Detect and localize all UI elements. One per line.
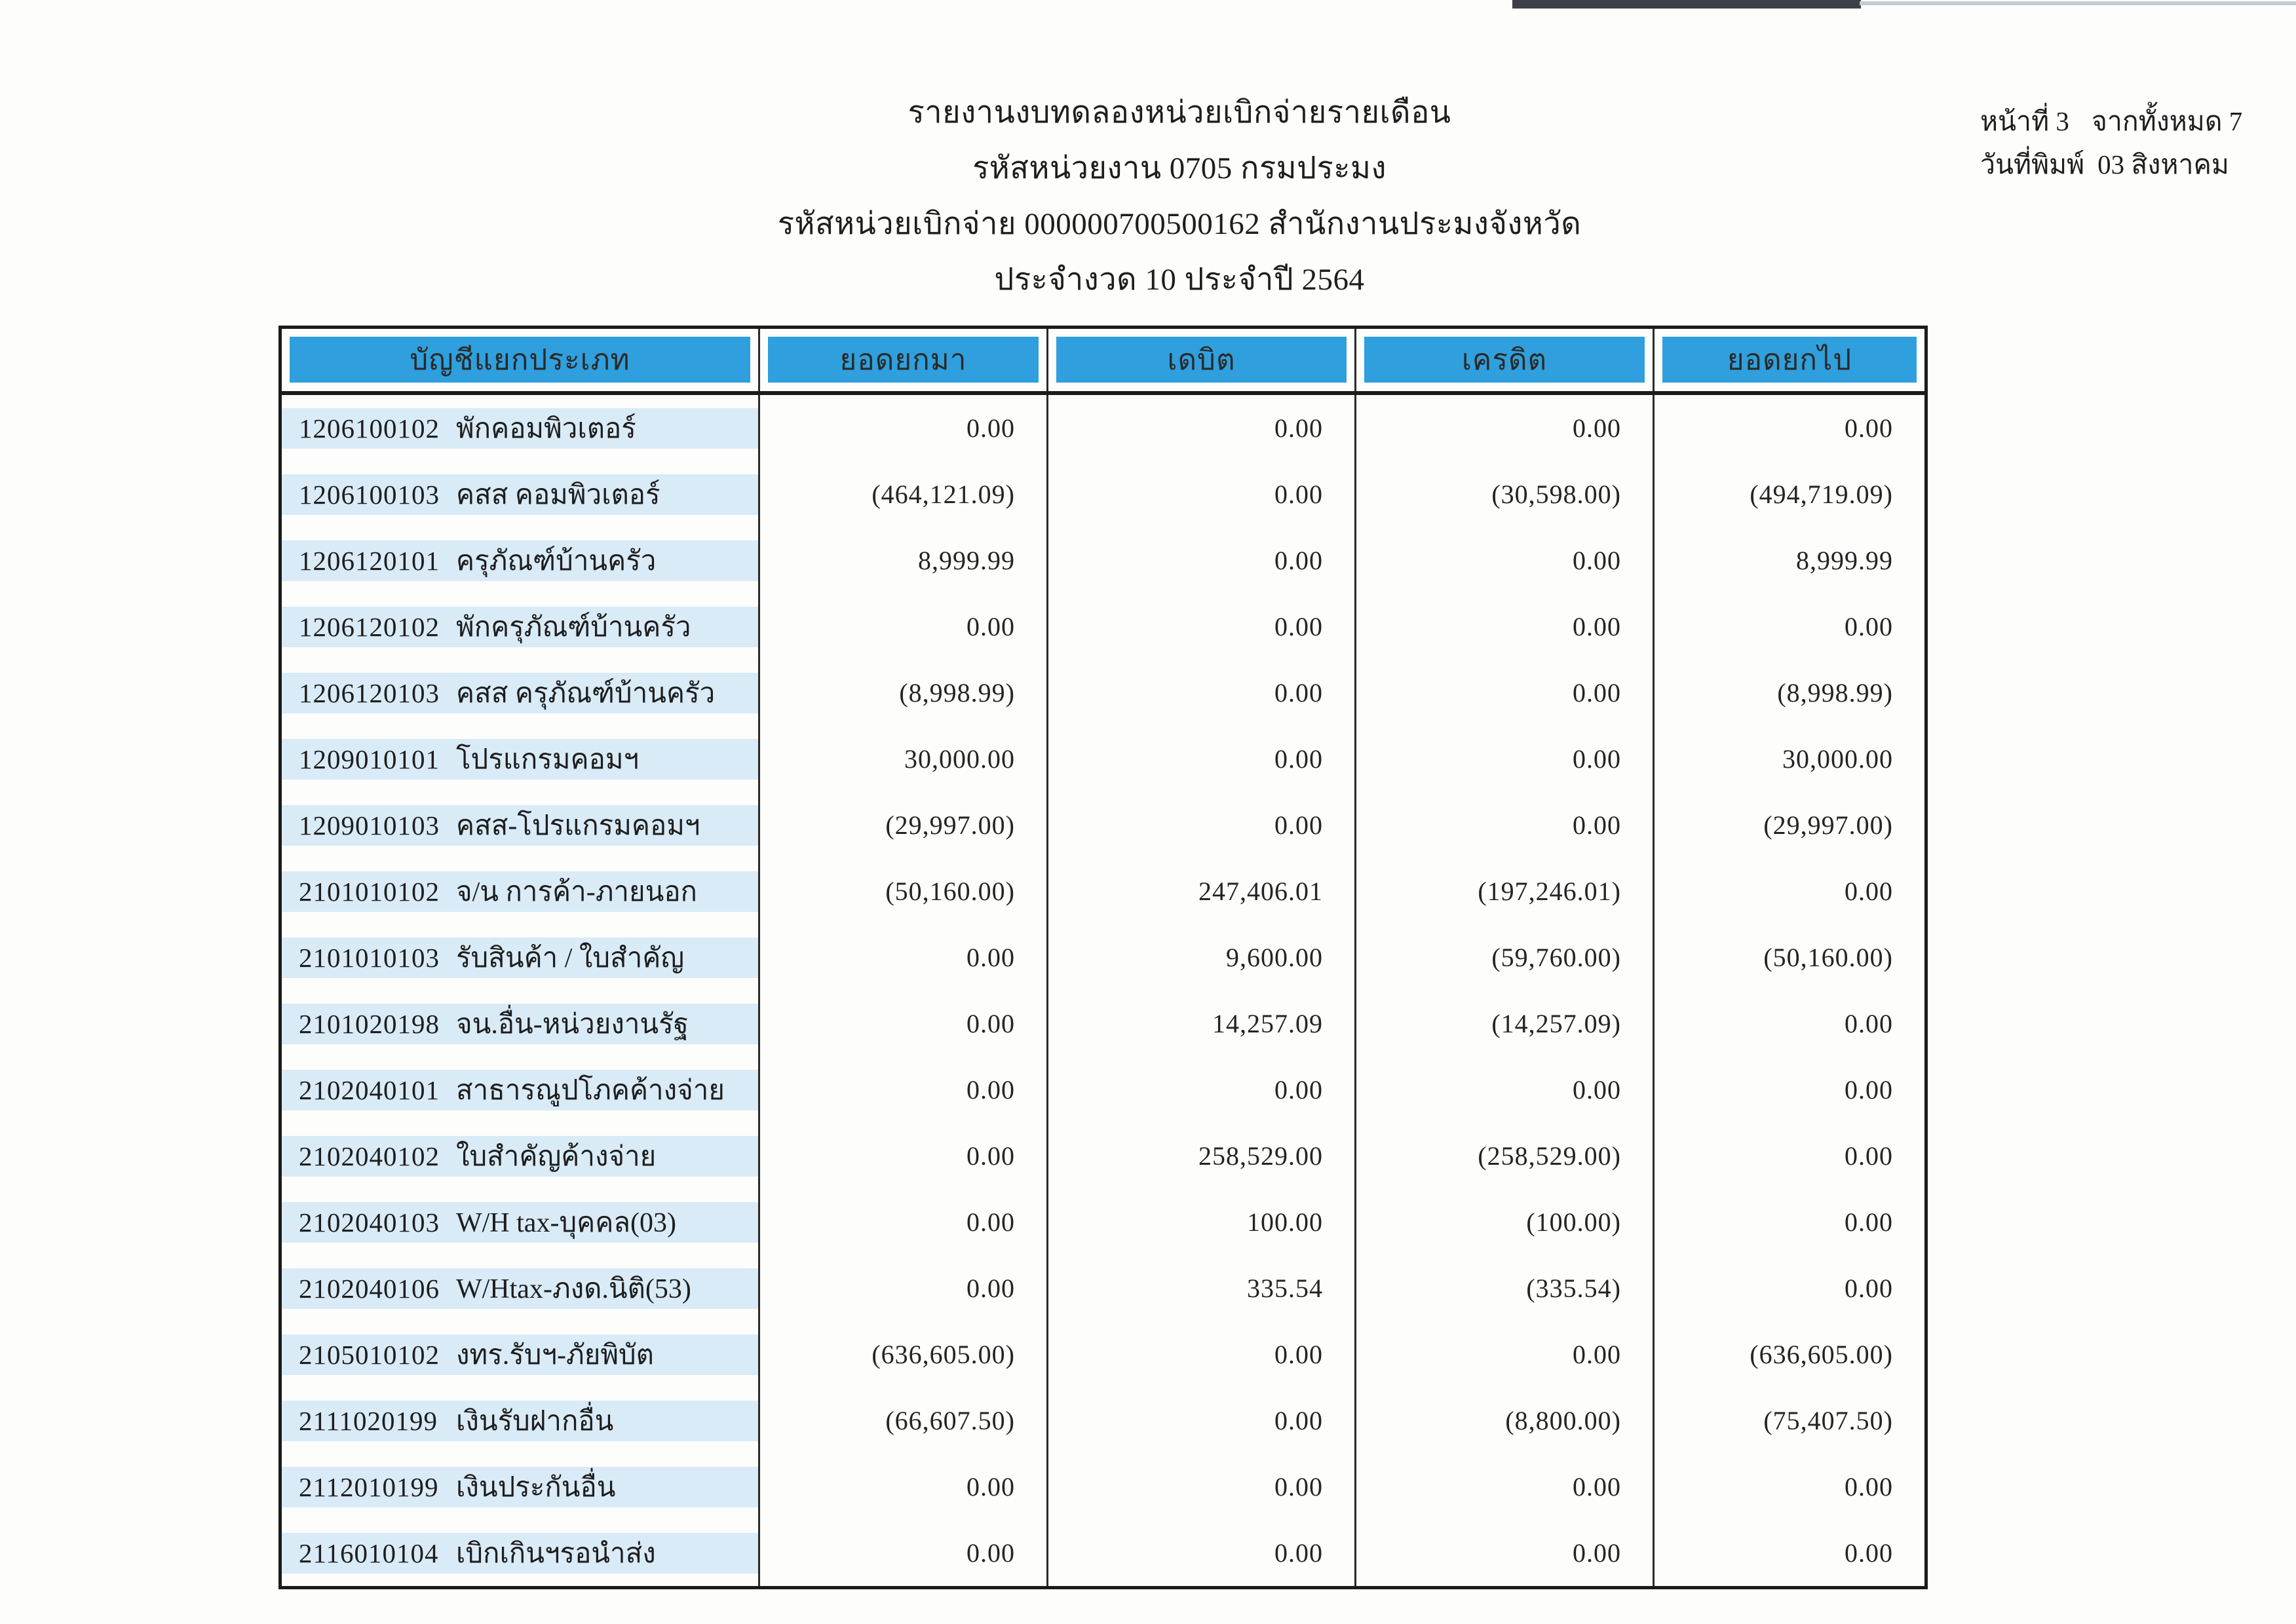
balance-cf-value: 0.00 bbox=[1845, 1472, 1893, 1501]
balance-bf-value: 0.00 bbox=[760, 1189, 1048, 1255]
account-cell bbox=[282, 1388, 760, 1454]
debit-value: 14,257.09 bbox=[1048, 991, 1356, 1057]
balance-bf-value: 0.00 bbox=[760, 991, 1048, 1057]
account-row-stripe bbox=[282, 540, 758, 581]
report-title: รายงานงบทดลองหน่วยเบิกจ่ายรายเดือน bbox=[908, 96, 1451, 130]
account-row-stripe bbox=[282, 805, 758, 846]
header-label-account: บัญชีแยกประเภท bbox=[290, 337, 750, 383]
credit-value: 0.00 bbox=[1356, 594, 1655, 660]
credit-value: (30,598.00) bbox=[1356, 461, 1655, 527]
account-row-stripe bbox=[282, 1533, 758, 1574]
account-code: 1206120102 bbox=[299, 611, 440, 642]
balance-cf-value: 8,999.99 bbox=[1796, 546, 1893, 575]
table-row bbox=[282, 594, 1924, 660]
credit-value: (59,760.00) bbox=[1356, 924, 1655, 991]
account-name: W/H tax-บุคคล(03) bbox=[456, 1207, 676, 1238]
account-code: 1209010103 bbox=[299, 810, 440, 840]
account-code: 2105010102 bbox=[299, 1339, 440, 1370]
table-row bbox=[282, 1057, 1924, 1123]
balance-cf-value: 0.00 bbox=[1845, 1141, 1893, 1171]
account-row-stripe bbox=[282, 673, 758, 713]
debit-value: 0.00 bbox=[1048, 461, 1356, 527]
balance-bf-value: 8,999.99 bbox=[760, 527, 1048, 594]
credit-value: 0.00 bbox=[1356, 726, 1655, 792]
account-row-stripe bbox=[282, 871, 758, 912]
disbursement-unit-line: รหัสหน่วยเบิกจ่าย 000000700500162 สำนักงานประมงจังหวัด bbox=[777, 207, 1582, 241]
account-row-stripe bbox=[282, 1467, 758, 1507]
account-cell bbox=[282, 527, 760, 594]
page-total: จากทั้งหมด 7 bbox=[2091, 106, 2243, 136]
account-cell bbox=[282, 395, 760, 461]
table-row bbox=[282, 1388, 1924, 1454]
account-name: คสส ครุภัณฑ์บ้านครัว bbox=[456, 678, 716, 709]
scan-artifact-bar bbox=[1512, 0, 1861, 9]
credit-value: 0.00 bbox=[1356, 527, 1655, 594]
page-number: หน้าที่ 3 bbox=[1980, 106, 2069, 136]
balance-cf-value: (636,605.00) bbox=[1750, 1340, 1893, 1369]
credit-value: (8,800.00) bbox=[1356, 1388, 1655, 1454]
account-name: งทร.รับฯ-ภัยพิบัต bbox=[456, 1340, 654, 1370]
account-name: คสส คอมพิวเตอร์ bbox=[456, 480, 660, 510]
table-row bbox=[282, 1520, 1924, 1586]
account-row-stripe bbox=[282, 1401, 758, 1441]
debit-value: 0.00 bbox=[1048, 527, 1356, 594]
account-code: 2102040101 bbox=[299, 1074, 440, 1105]
credit-value: (14,257.09) bbox=[1356, 991, 1655, 1057]
balance-cf-value: 0.00 bbox=[1845, 612, 1893, 641]
balance-cf-value: 0.00 bbox=[1845, 1009, 1893, 1038]
credit-value: 0.00 bbox=[1356, 1520, 1655, 1586]
account-cell bbox=[282, 858, 760, 924]
credit-value: 0.00 bbox=[1356, 1057, 1655, 1123]
account-cell bbox=[282, 660, 760, 726]
account-code: 2101020198 bbox=[299, 1008, 440, 1039]
account-name: รับสินค้า / ใบสำคัญ bbox=[456, 943, 685, 973]
account-code: 2101010103 bbox=[299, 942, 440, 973]
debit-value: 0.00 bbox=[1048, 395, 1356, 461]
credit-value: 0.00 bbox=[1356, 1321, 1655, 1388]
account-row-stripe bbox=[282, 739, 758, 780]
balance-bf-value: 0.00 bbox=[760, 594, 1048, 660]
account-row-stripe bbox=[282, 937, 758, 978]
account-row-stripe bbox=[282, 1004, 758, 1044]
report-header bbox=[66, 85, 2293, 308]
account-cell bbox=[282, 1321, 760, 1388]
account-name: โปรแกรมคอมฯ bbox=[456, 744, 640, 775]
account-code: 1209010101 bbox=[299, 744, 440, 774]
header-cell-account bbox=[282, 329, 760, 391]
debit-value: 0.00 bbox=[1048, 1520, 1356, 1586]
account-cell bbox=[282, 1255, 760, 1321]
table-row bbox=[282, 1123, 1924, 1189]
header-cell-balance-bf bbox=[760, 329, 1048, 391]
account-cell bbox=[282, 1189, 760, 1255]
account-row-stripe bbox=[282, 1202, 758, 1243]
account-name: W/Htax-ภงด.นิติ(53) bbox=[456, 1274, 691, 1304]
credit-value: (197,246.01) bbox=[1356, 858, 1655, 924]
agency-code-line: รหัสหน่วยงาน 0705 กรมประมง bbox=[972, 151, 1387, 185]
account-code: 2111020199 bbox=[299, 1405, 438, 1436]
account-code: 2102040106 bbox=[299, 1273, 440, 1304]
account-row-stripe bbox=[282, 408, 758, 449]
balance-cf-value: (75,407.50) bbox=[1763, 1406, 1893, 1435]
credit-value: (335.54) bbox=[1356, 1255, 1655, 1321]
account-code: 1206120103 bbox=[299, 677, 440, 708]
balance-cf-value: 0.00 bbox=[1845, 1274, 1893, 1303]
balance-bf-value: 0.00 bbox=[760, 1057, 1048, 1123]
debit-value: 247,406.01 bbox=[1048, 858, 1356, 924]
table-row bbox=[282, 792, 1924, 858]
balance-cf-value: 0.00 bbox=[1845, 877, 1893, 906]
debit-value: 0.00 bbox=[1048, 594, 1356, 660]
table-row bbox=[282, 726, 1924, 792]
account-cell bbox=[282, 924, 760, 991]
header-label-balance-bf: ยอดยกมา bbox=[768, 337, 1039, 383]
account-name: จน.อื่น-หน่วยงานรัฐ bbox=[456, 1009, 689, 1040]
account-name: เงินรับฝากอื่น bbox=[456, 1406, 614, 1437]
page-number-line bbox=[1980, 100, 2288, 143]
account-code: 1206120101 bbox=[299, 545, 440, 576]
account-code: 2116010104 bbox=[299, 1538, 439, 1568]
debit-value: 100.00 bbox=[1048, 1189, 1356, 1255]
table-row bbox=[282, 660, 1924, 726]
debit-value: 0.00 bbox=[1048, 1057, 1356, 1123]
balance-cf-value: (50,160.00) bbox=[1763, 943, 1893, 972]
balance-cf-value: (494,719.09) bbox=[1750, 480, 1893, 509]
account-name: สาธารณูปโภคค้างจ่าย bbox=[456, 1075, 725, 1106]
debit-value: 258,529.00 bbox=[1048, 1123, 1356, 1189]
balance-cf-value: 30,000.00 bbox=[1782, 744, 1893, 774]
balance-bf-value: (8,998.99) bbox=[760, 660, 1048, 726]
credit-value: 0.00 bbox=[1356, 792, 1655, 858]
table-row bbox=[282, 991, 1924, 1057]
account-cell bbox=[282, 1123, 760, 1189]
debit-value: 0.00 bbox=[1048, 660, 1356, 726]
account-row-stripe bbox=[282, 1334, 758, 1375]
print-date-line bbox=[1980, 143, 2288, 186]
debit-value: 335.54 bbox=[1048, 1255, 1356, 1321]
table-row bbox=[282, 527, 1924, 594]
account-code: 1206100102 bbox=[299, 413, 440, 444]
table-row bbox=[282, 858, 1924, 924]
header-cell-balance-cf bbox=[1655, 329, 1924, 391]
account-code: 2101010102 bbox=[299, 876, 440, 907]
table-row bbox=[282, 1189, 1924, 1255]
account-row-stripe bbox=[282, 1268, 758, 1309]
account-name: คสส-โปรแกรมคอมฯ bbox=[456, 810, 700, 841]
debit-value: 0.00 bbox=[1048, 1388, 1356, 1454]
credit-value: (258,529.00) bbox=[1356, 1123, 1655, 1189]
account-name: ครุภัณฑ์บ้านครัว bbox=[456, 546, 657, 576]
debit-value: 0.00 bbox=[1048, 1321, 1356, 1388]
account-row-stripe bbox=[282, 607, 758, 647]
header-cell-credit bbox=[1356, 329, 1655, 391]
debit-value: 9,600.00 bbox=[1048, 924, 1356, 991]
balance-bf-value: (464,121.09) bbox=[760, 461, 1048, 527]
account-name: จ/น การค้า-ภายนอก bbox=[456, 877, 697, 907]
debit-value: 0.00 bbox=[1048, 726, 1356, 792]
header-cell-debit bbox=[1048, 329, 1356, 391]
account-cell bbox=[282, 1520, 760, 1586]
account-row-stripe bbox=[282, 474, 758, 515]
account-cell bbox=[282, 594, 760, 660]
header-label-balance-cf: ยอดยกไป bbox=[1662, 337, 1917, 383]
balance-bf-value: 0.00 bbox=[760, 1520, 1048, 1586]
balance-cf-value: 0.00 bbox=[1845, 1075, 1893, 1105]
header-label-credit: เครดิต bbox=[1364, 337, 1645, 383]
table-body bbox=[282, 395, 1924, 1586]
account-name: พักครุภัณฑ์บ้านครัว bbox=[456, 612, 691, 643]
table-row bbox=[282, 1321, 1924, 1388]
credit-value: 0.00 bbox=[1356, 660, 1655, 726]
account-code: 1206100103 bbox=[299, 479, 440, 510]
account-cell bbox=[282, 991, 760, 1057]
page-info bbox=[1980, 100, 2288, 186]
account-cell bbox=[282, 1057, 760, 1123]
debit-value: 0.00 bbox=[1048, 792, 1356, 858]
debit-value: 0.00 bbox=[1048, 1454, 1356, 1520]
table-row bbox=[282, 1255, 1924, 1321]
table-header-row bbox=[282, 329, 1924, 395]
balance-bf-value: 0.00 bbox=[760, 395, 1048, 461]
balance-cf-value: 0.00 bbox=[1845, 1207, 1893, 1237]
balance-bf-value: (66,607.50) bbox=[760, 1388, 1048, 1454]
account-row-stripe bbox=[282, 1136, 758, 1177]
balance-bf-value: 0.00 bbox=[760, 924, 1048, 991]
account-code: 2112010199 bbox=[299, 1471, 439, 1502]
account-row-stripe bbox=[282, 1070, 758, 1110]
balance-bf-value: 0.00 bbox=[760, 1123, 1048, 1189]
balance-bf-value: (50,160.00) bbox=[760, 858, 1048, 924]
account-cell bbox=[282, 792, 760, 858]
account-code: 2102040102 bbox=[299, 1141, 440, 1171]
account-cell bbox=[282, 726, 760, 792]
print-date-value: 03 สิงหาคม bbox=[2097, 149, 2229, 179]
balance-cf-value: (8,998.99) bbox=[1777, 678, 1893, 708]
table-row bbox=[282, 395, 1924, 461]
header-label-debit: เดบิต bbox=[1056, 337, 1347, 383]
balance-bf-value: 30,000.00 bbox=[760, 726, 1048, 792]
credit-value: 0.00 bbox=[1356, 1454, 1655, 1520]
period-line: ประจำงวด 10 ประจำปี 2564 bbox=[994, 263, 1365, 297]
account-name: เงินประกันอื่น bbox=[456, 1472, 616, 1503]
balance-bf-value: (636,605.00) bbox=[760, 1321, 1048, 1388]
account-name: เบิกเกินฯรอนำส่ง bbox=[456, 1538, 656, 1569]
balance-cf-value: 0.00 bbox=[1845, 413, 1893, 443]
account-code: 2102040103 bbox=[299, 1207, 440, 1237]
scan-artifact-line bbox=[1860, 1, 2296, 5]
table-row bbox=[282, 924, 1924, 991]
credit-value: 0.00 bbox=[1356, 395, 1655, 461]
balance-bf-value: 0.00 bbox=[760, 1454, 1048, 1520]
credit-value: (100.00) bbox=[1356, 1189, 1655, 1255]
account-cell bbox=[282, 461, 760, 527]
trial-balance-table bbox=[278, 326, 1928, 1589]
print-date-label: วันที่พิมพ์ bbox=[1980, 149, 2085, 179]
table-row bbox=[282, 1454, 1924, 1520]
account-name: พักคอมพิวเตอร์ bbox=[456, 413, 636, 444]
account-cell bbox=[282, 1454, 760, 1520]
balance-cf-value: 0.00 bbox=[1845, 1538, 1893, 1568]
table-row bbox=[282, 461, 1924, 527]
balance-bf-value: (29,997.00) bbox=[760, 792, 1048, 858]
balance-bf-value: 0.00 bbox=[760, 1255, 1048, 1321]
balance-cf-value: (29,997.00) bbox=[1763, 810, 1893, 840]
account-name: ใบสำคัญค้างจ่าย bbox=[456, 1141, 657, 1172]
